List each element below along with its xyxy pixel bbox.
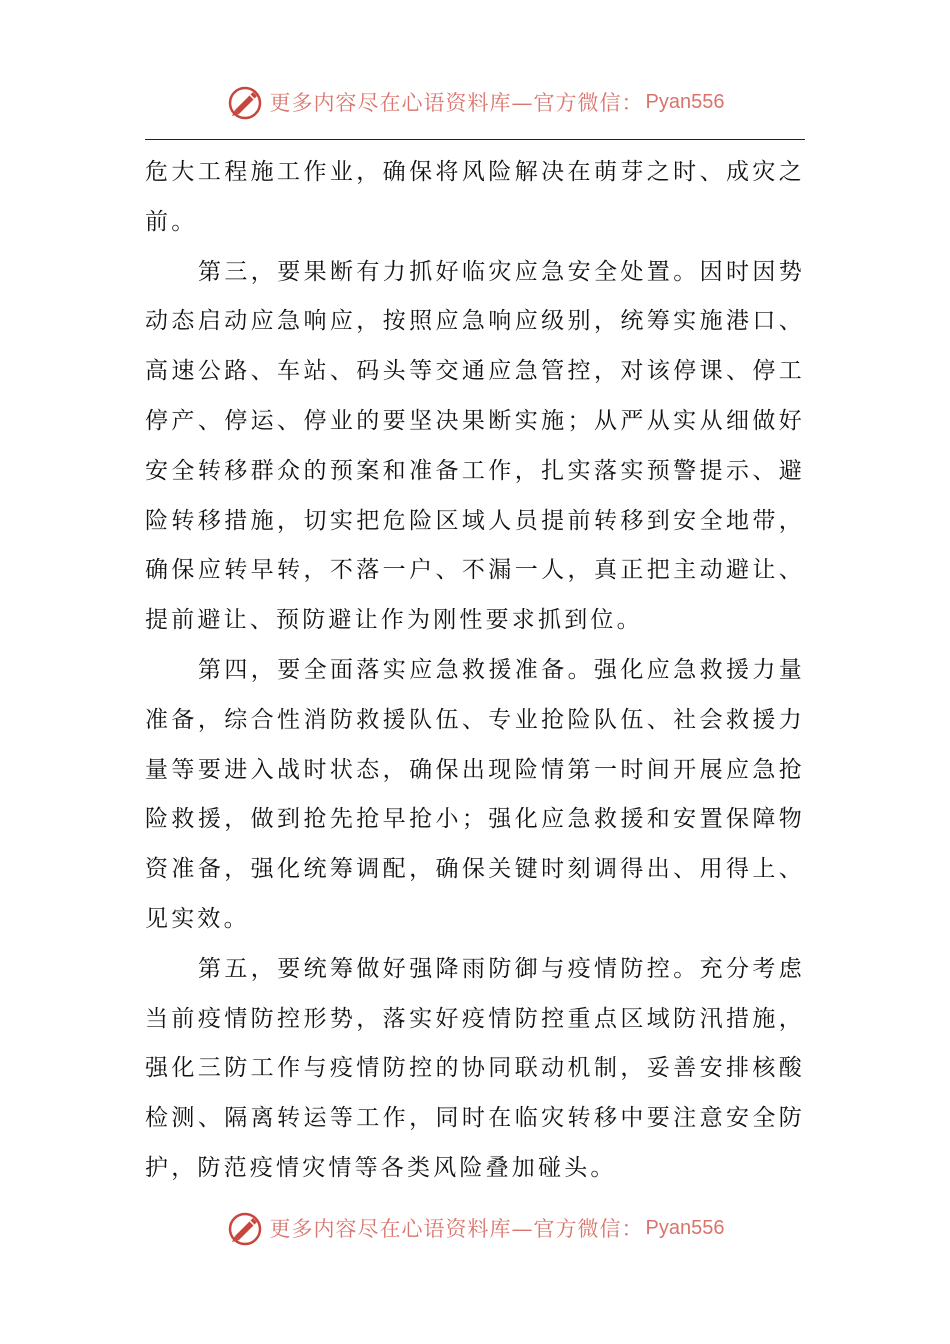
footer-banner — [0, 1208, 950, 1248]
header-banner-text: 更多内容尽在心语资料库—官方微信： — [269, 91, 644, 115]
header-banner — [0, 82, 950, 122]
document-body — [145, 148, 805, 1194]
header-wechat-id: Pyan556 — [645, 90, 725, 113]
paragraph-fourth: 第四，要全面落实应急救援准备。强化应急救援力量准备，综合性消防救援队伍、专业抢险队伍、社会救援力量等要进入战时状态，确保出现险情第一时间开展应急抢险救援，做到抢先抢早抢小；强化应急救援和安置保障物资准备，强化统筹调配，确保关键时刻调得出、用得上、见实效。 — [145, 656, 805, 932]
header-divider — [145, 139, 805, 140]
paragraph-continuation: 危大工程施工作业，确保将风险解决在萌芽之时、成灾之前。 — [145, 159, 805, 235]
paragraph-third: 第三，要果断有力抓好临灾应急安全处置。因时因势动态启动应急响应，按照应急响应级别，统筹实施港口、高速公路、车站、码头等交通应急管控，对该停课、停工停产、停运、停业的要坚决果断实施；从严从实从细做好安全转移群众的预案和准备工作，扎实落实预警提示、避险转移措施，切实把危险区域人员提前转移到安全地带，确保应转早转，不落一户、不漏一人，真正把主动避让、提前避让、预防避让作为刚性要求抓到位。 — [145, 258, 805, 634]
pen-logo-icon — [226, 1209, 264, 1247]
paragraph-fifth: 第五，要统筹做好强降雨防御与疫情防控。充分考虑当前疫情防控形势，落实好疫情防控重点区域防汛措施，强化三防工作与疫情防控的协同联动机制，妥善安排核酸检测、隔离转运等工作，同时在临灾转移中要注意安全防护，防范疫情灾情等各类风险叠加碰头。 — [145, 955, 805, 1181]
footer-wechat-id: Pyan556 — [645, 1216, 725, 1239]
footer-banner-text: 更多内容尽在心语资料库—官方微信： — [269, 1217, 644, 1241]
pen-logo-icon — [226, 83, 264, 121]
